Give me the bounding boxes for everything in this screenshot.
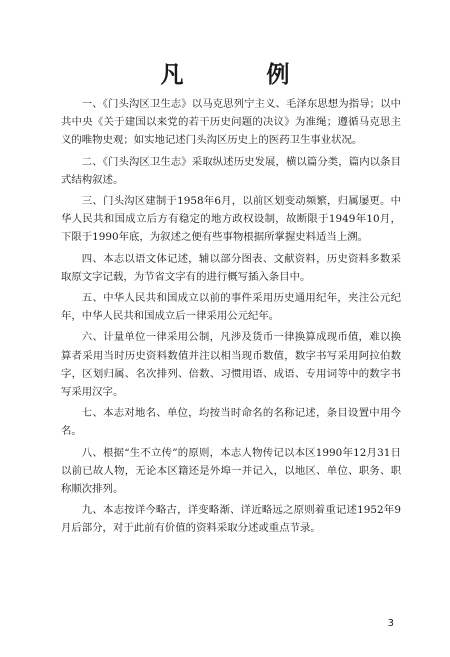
guideline-paragraph-7: 七、本志对地名、单位，均按当时命名的名称记述，条目设置中用今名。 [61, 407, 401, 438]
guideline-paragraph-6: 六、计量单位一律采用公制，凡涉及货币一律换算成现币值，难以换算者采用当时历史资料数值并注以相当现币数值，数字书写采用阿拉伯数字，区划归属、名次排列、倍数、习惯用语、成语、专用词等中的数字书写采用汉字。 [61, 331, 401, 399]
guidelines-body [61, 95, 401, 541]
guideline-paragraph-9: 九、本志按详今略古，详变略渐、详近略远之原则着重记述1952年9月后部分，对于此前有价值的资料采取分述或重点节录。 [61, 504, 401, 535]
guideline-paragraph-2: 二、《门头沟区卫生志》采取纵述历史发展，横以篇分类，篇内以条目式结构叙述。 [61, 155, 401, 186]
guideline-paragraph-3: 三、门头沟区建制于1958年6月，以前区划变动频繁，归属屡更。中华人民共和国成立后方有稳定的地方政权设制，故断限于1949年10月，下限于1990年底，为叙述之便有些事物根据所掌握史料适当上溯。 [61, 195, 401, 244]
page-title: 凡 例 [160, 61, 320, 88]
guideline-paragraph-5: 五、中华人民共和国成立以前的事件采用历史通用纪年，夹注公元纪年，中华人民共和国成立后一律采用公元纪年。 [61, 292, 401, 323]
guideline-paragraph-8: 八、根据“生不立传”的原则，本志人物传记以本区1990年12月31日以前已故人物，无论本区籍还是外埠一并记入，以地区、单位、职务、职称顺次排列。 [61, 446, 401, 496]
page-number: 3 [387, 618, 394, 629]
guideline-paragraph-1: 一、《门头沟区卫生志》以马克思列宁主义、毛泽东思想为指导；以中共中央《关于建国以来党的若干历史问题的决议》为准绳；遵循马克思主义的唯物史观；如实地记述门头沟区历史上的医药卫生事业状况。 [61, 98, 401, 147]
guideline-paragraph-4: 四、本志以语文体记述，辅以部分图表、文献资料，历史资料多数采取原文字记载，为节省文字有的进行概写插入条目中。 [61, 252, 401, 283]
